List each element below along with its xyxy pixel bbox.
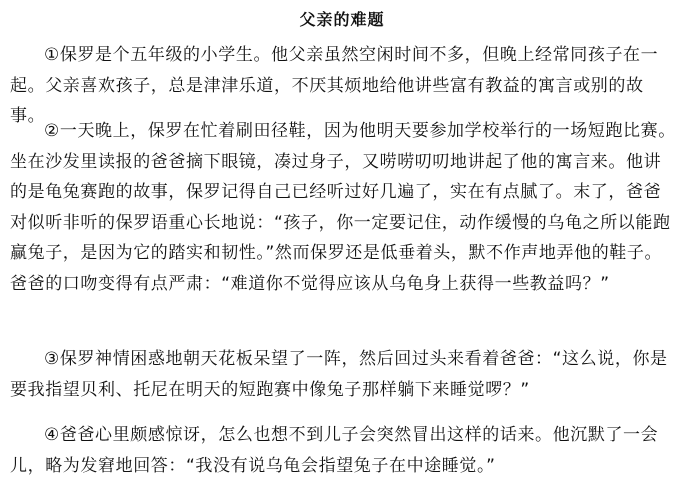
paragraph-4: ④爸爸心里颇感惊讶，怎么也想不到儿子会突然冒出这样的话来。他沉默了一会儿，略为发窘地回答：“我没有说乌龟会指望兔子在中途睡觉。” (10, 425, 659, 476)
paragraph-3: ③保罗神情困惑地朝天花板呆望了一阵，然后回过头来看着爸爸：“这么说，你是要我指望贝利、托尼在明天的短跑赛中像兔子那样躺下来睡觉啰？” (10, 349, 668, 400)
paragraph-1: ①保罗是个五年级的小学生。他父亲虽然空闲时间不多，但晚上经常同孩子在一起。父亲喜欢孩子，总是津津乐道，不厌其烦地给他讲些富有教益的寓言或别的故事。 (10, 45, 659, 126)
document-title: 父亲的难题 (299, 10, 385, 29)
paragraph-2: ②一天晚上，保罗在忙着刷田径鞋，因为他明天要参加学校举行的一场短跑比赛。坐在沙发里读报的爸爸摘下眼镜，凑过身子，又唠唠叨叨地讲起了他的寓言来。他讲的是龟兔赛跑的故事，保罗记得自己已经听过好几遍了，实在有点腻了。末了，爸爸对似听非听的保罗语重心长地说：“孩子，你一定要记住，动作缓慢的乌龟之所以能跑赢兔子，是因为它的踏实和韧性。”然而保罗还是低垂着头，默不作声地弄他的鞋子。爸爸的口吻变得有点严肃：“难道你不觉得应该从乌龟身上获得一些教益吗？” (10, 121, 676, 294)
